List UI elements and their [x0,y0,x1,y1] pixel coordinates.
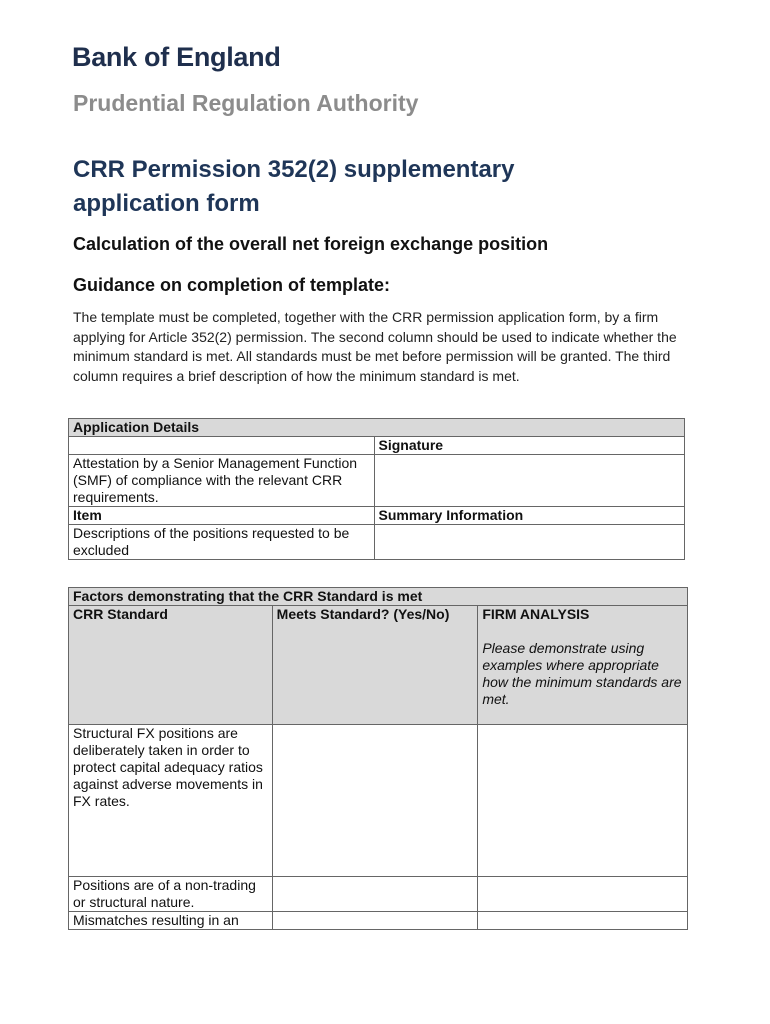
meets-standard-field[interactable] [272,877,478,912]
standard-cell: Mismatches resulting in an [69,912,273,930]
firm-analysis-title: FIRM ANALYSIS [482,606,590,622]
meets-standard-field[interactable] [272,912,478,930]
table-row [69,507,685,525]
firm-analysis-instruction: Please demonstrate using examples where appropriate how the minimum standards are met. [482,640,682,707]
summary-information-label: Summary Information [374,507,685,525]
table-row [69,588,688,606]
firm-analysis-field[interactable] [478,877,688,912]
attestation-label: Attestation by a Senior Management Function (SMF) of compliance with the relevant CRR requirements. [69,455,375,507]
blank-cell [69,437,375,455]
standard-cell: Structural FX positions are deliberately taken in order to protect capital adequacy ratios against adverse movements in FX rates. [69,725,273,877]
crr-standard-column-header: CRR Standard [69,606,273,725]
signature-field[interactable] [374,455,685,507]
page-title: CRR Permission 352(2) supplementary application form [73,156,515,217]
firm-analysis-field[interactable] [478,725,688,877]
guidance-paragraph: The template must be completed, together with the CRR permission application form, by a firm applying for Article 352(2) permission. The second column should be used to indicate whether the minimum standard is met. All standards must be met before permission will be granted. The third column requires a brief description of how the minimum standard is met. [73,309,677,384]
descriptions-label: Descriptions of the positions requested to be excluded [69,525,375,560]
standard-cell: Positions are of a non-trading or structural nature. [69,877,273,912]
application-details-table [68,418,685,560]
meets-standard-column-header: Meets Standard? (Yes/No) [272,606,478,725]
table-row [69,419,685,437]
signature-label: Signature [374,437,685,455]
factors-table [68,587,688,930]
table-row [69,877,688,912]
summary-information-field[interactable] [374,525,685,560]
calculation-heading: Calculation of the overall net foreign exchange position [73,234,549,254]
table-row [69,912,688,930]
authority-subtitle: Prudential Regulation Authority [73,90,419,116]
table-row [69,437,685,455]
firm-analysis-column-header [478,606,688,725]
bank-logo: Bank of England [72,42,281,72]
table-row [69,455,685,507]
firm-analysis-field[interactable] [478,912,688,930]
application-details-heading: Application Details [69,419,685,437]
factors-heading: Factors demonstrating that the CRR Standard is met [69,588,688,606]
item-label: Item [69,507,375,525]
meets-standard-field[interactable] [272,725,478,877]
table-row [69,606,688,725]
table-row [69,525,685,560]
guidance-heading: Guidance on completion of template: [73,275,391,295]
table-row [69,725,688,877]
